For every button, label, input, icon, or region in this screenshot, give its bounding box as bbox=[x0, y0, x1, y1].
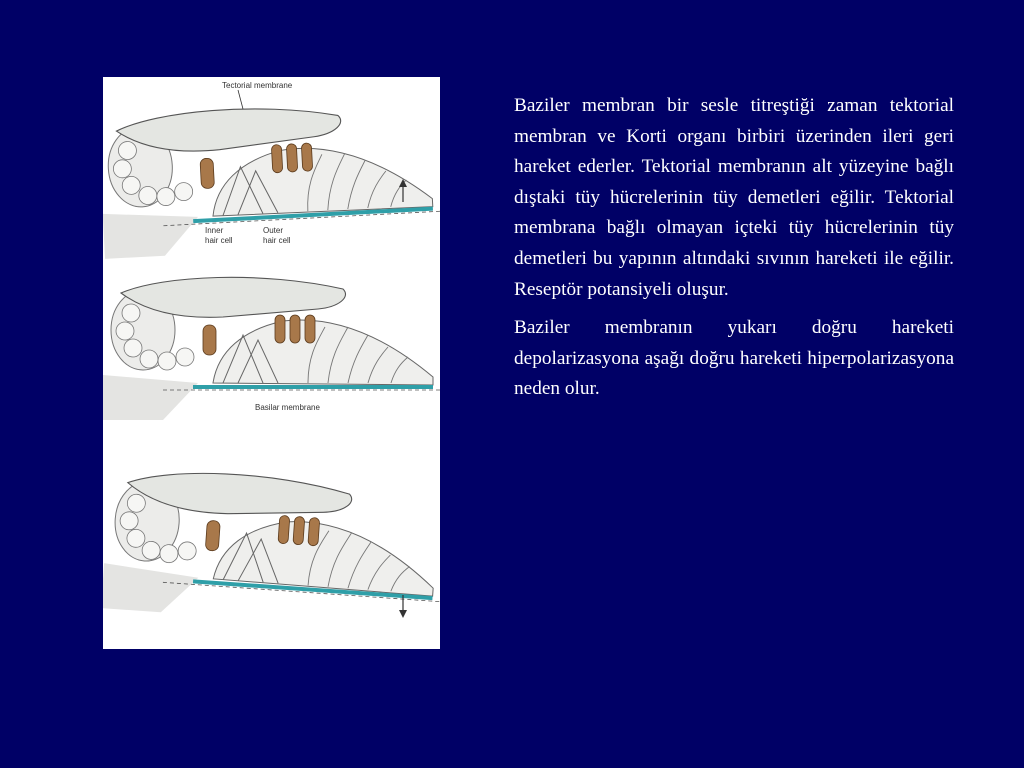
paragraph-mechanism: Baziler membran bir sesle titreştiği zaman tektorial membran ve Korti organı birbiri üzerinden ileri geri hareket ederler. Tektorial membranın alt yüzeyine bağlı dıştaki tüy hücrelerinin tüy demetleri eğilir. Tektorial membrana bağlı olmayan içteki tüy hücrelerinin tüy demetleri bu yapının altındaki sıvının hareketi ile eğilir. Reseptör potansiyeli oluşur. bbox=[514, 95, 954, 300]
inner-hair-cell-label-line2: hair cell bbox=[205, 236, 233, 245]
basilar-membrane-label: Basilar membrane bbox=[255, 403, 320, 412]
tectorial-membrane-label: Tectorial membrane bbox=[222, 81, 293, 90]
inner-hair-cell-label-line1: Inner bbox=[205, 226, 224, 235]
panel-resting-position bbox=[103, 277, 440, 420]
description-text bbox=[514, 91, 954, 413]
down-arrow-icon bbox=[399, 610, 407, 618]
paragraph-polarization: Baziler membranın yukarı doğru hareketi depolarizasyona aşağı doğru hareketi hiperpolarizasyona neden olur. bbox=[514, 317, 954, 400]
cochlea-diagram bbox=[103, 77, 440, 649]
panel-downward-displacement bbox=[103, 466, 440, 632]
outer-hair-cell-label-line2: hair cell bbox=[263, 236, 291, 245]
outer-hair-cell-label-line1: Outer bbox=[263, 226, 284, 235]
panel-upward-displacement bbox=[103, 81, 440, 259]
organ-of-corti-illustration bbox=[103, 77, 440, 649]
